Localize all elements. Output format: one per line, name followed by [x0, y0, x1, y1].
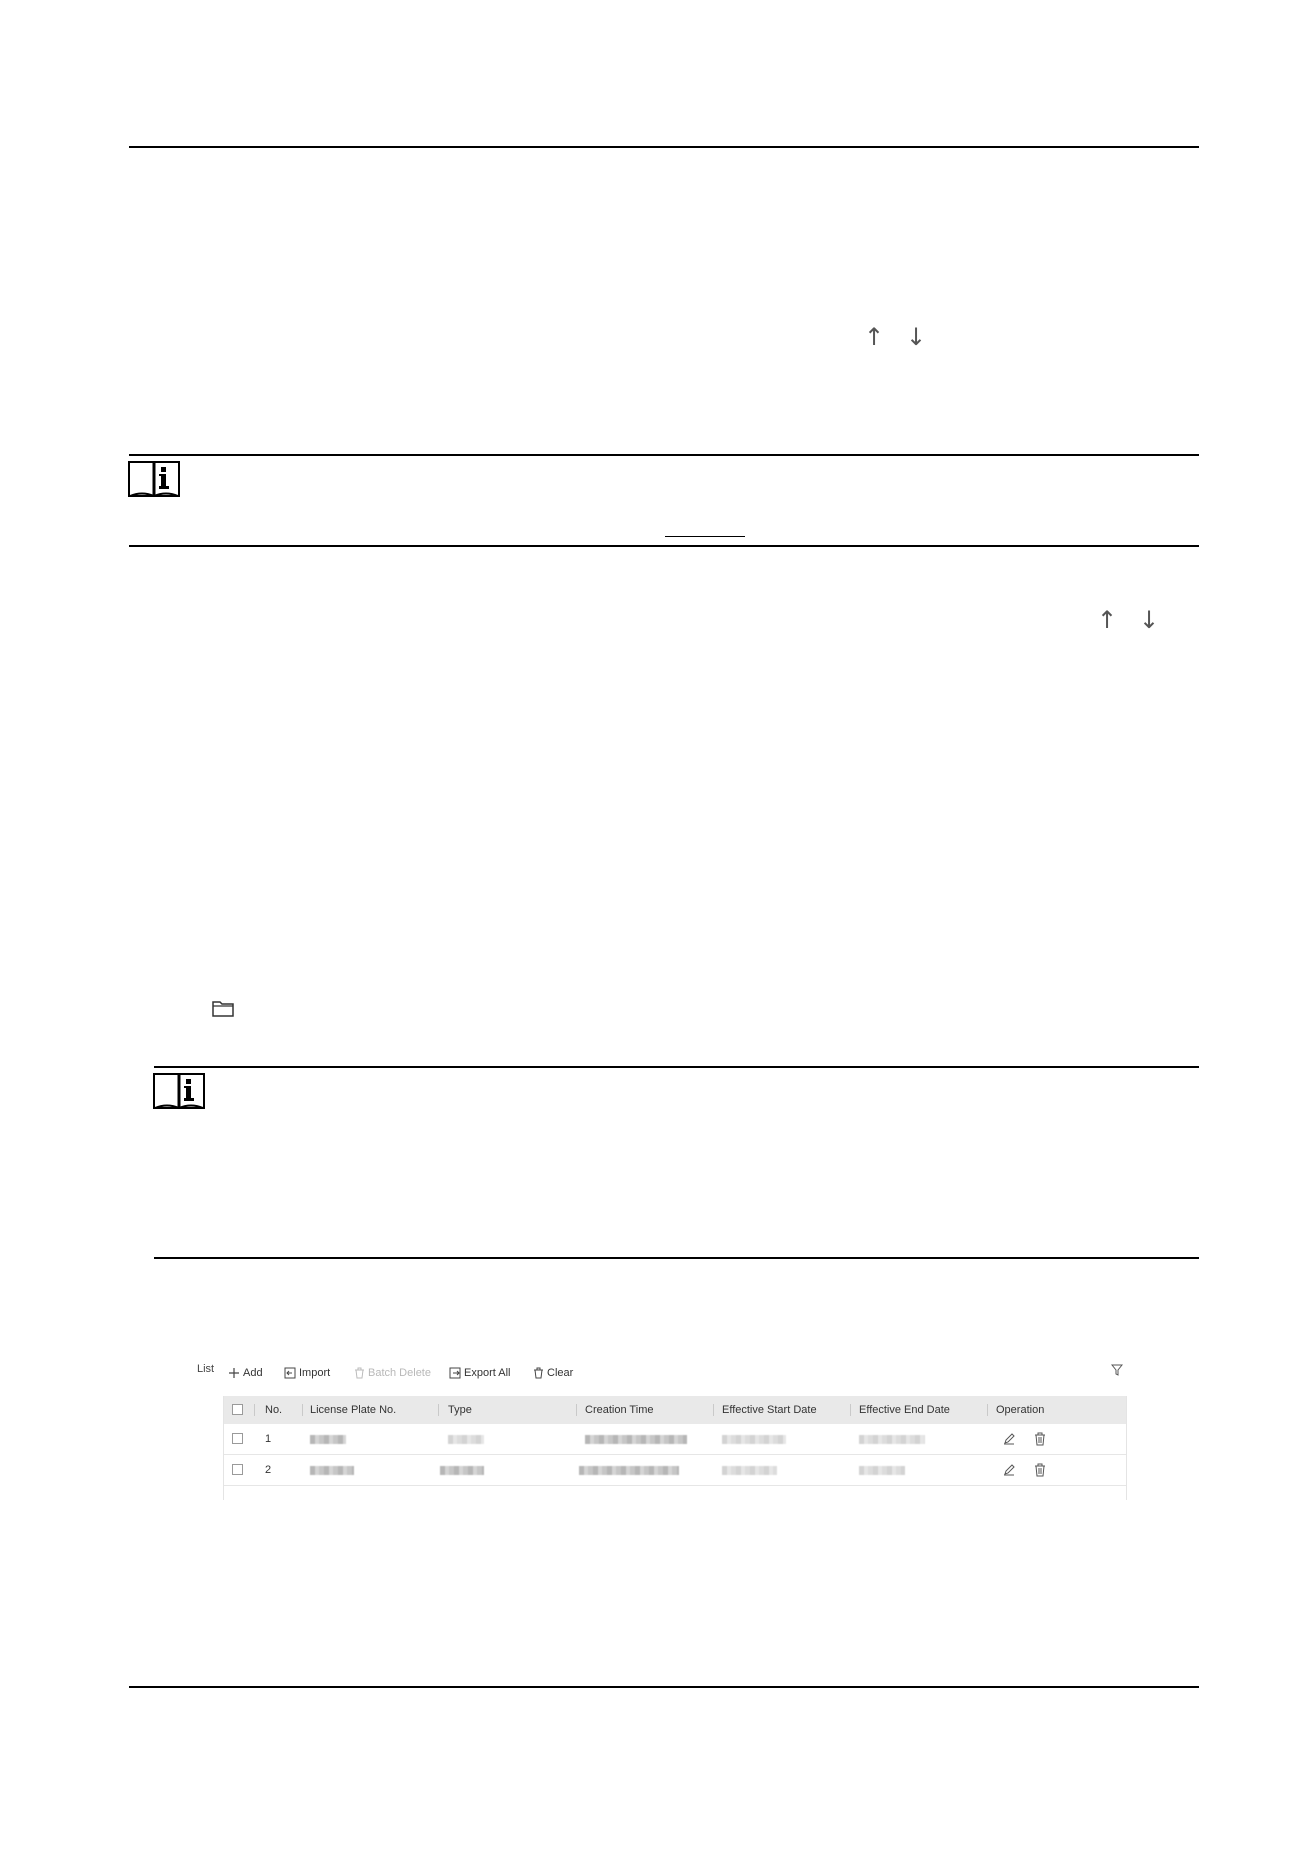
- header-end-date: Effective End Date: [859, 1404, 950, 1416]
- column-separator: [302, 1404, 303, 1416]
- batch-delete-button[interactable]: [354, 1363, 431, 1383]
- arrow-up-icon: ↑: [864, 323, 885, 351]
- column-separator: [576, 1404, 577, 1416]
- license-plate-table: [223, 1396, 1127, 1500]
- arrow-up-icon: ↑: [1097, 606, 1118, 634]
- batch-delete-label: Batch Delete: [368, 1367, 431, 1379]
- redacted-end-date: [859, 1435, 925, 1444]
- header-creation-time: Creation Time: [585, 1404, 654, 1416]
- clear-label: Clear: [547, 1367, 574, 1379]
- redacted-type: [448, 1435, 484, 1444]
- note-icon: [128, 460, 180, 498]
- column-separator: [254, 1404, 255, 1416]
- header-operation: Operation: [996, 1404, 1045, 1416]
- row-checkbox[interactable]: [232, 1433, 243, 1444]
- edit-icon[interactable]: [1002, 1432, 1016, 1446]
- row-checkbox[interactable]: [232, 1464, 243, 1475]
- column-separator: [713, 1404, 714, 1416]
- redacted-type: [440, 1466, 484, 1475]
- delete-icon[interactable]: [1034, 1463, 1046, 1477]
- row-number: 2: [265, 1464, 272, 1476]
- redacted-end-date: [859, 1466, 905, 1475]
- add-button[interactable]: [228, 1363, 263, 1383]
- table-row[interactable]: [224, 1455, 1126, 1486]
- export-all-label: Export All: [464, 1367, 511, 1379]
- import-button[interactable]: [284, 1363, 330, 1383]
- note-top-rule: [129, 454, 1199, 456]
- redacted-start-date: [722, 1466, 777, 1475]
- redacted-creation-time: [579, 1466, 679, 1475]
- trash-icon: [533, 1367, 544, 1379]
- header-type: Type: [448, 1404, 472, 1416]
- link-underline[interactable]: [665, 536, 745, 537]
- redacted-creation-time: [585, 1435, 687, 1444]
- column-separator: [987, 1404, 988, 1416]
- row-number: 1: [265, 1433, 272, 1445]
- table-empty-space: [224, 1486, 1126, 1500]
- clear-button[interactable]: [533, 1363, 573, 1383]
- note-top-rule: [154, 1066, 1199, 1068]
- header-license-plate: License Plate No.: [310, 1404, 397, 1416]
- column-separator: [850, 1404, 851, 1416]
- arrow-down-icon: ↓: [1139, 606, 1160, 634]
- note-icon: [153, 1072, 205, 1110]
- plus-icon: [228, 1367, 240, 1379]
- table-row[interactable]: [224, 1424, 1126, 1455]
- trash-icon: [354, 1367, 365, 1379]
- header-rule: [129, 146, 1199, 148]
- license-plate-list-screenshot: [194, 1355, 1129, 1500]
- header-start-date: Effective Start Date: [722, 1404, 817, 1416]
- footer-rule: [129, 1686, 1199, 1688]
- arrow-down-icon: ↓: [906, 323, 927, 351]
- export-all-button[interactable]: [449, 1363, 510, 1383]
- select-all-checkbox[interactable]: [232, 1404, 243, 1415]
- note-bottom-rule: [154, 1257, 1199, 1259]
- header-no: No.: [265, 1404, 283, 1416]
- edit-icon[interactable]: [1002, 1463, 1016, 1477]
- list-label: List: [197, 1363, 215, 1375]
- export-icon: [449, 1367, 461, 1379]
- delete-icon[interactable]: [1034, 1432, 1046, 1446]
- folder-icon: [212, 1000, 234, 1017]
- note-bottom-rule: [129, 545, 1199, 547]
- column-separator: [438, 1404, 439, 1416]
- import-icon: [284, 1367, 296, 1379]
- add-label: Add: [243, 1367, 263, 1379]
- redacted-start-date: [722, 1435, 786, 1444]
- redacted-license-plate: [310, 1435, 346, 1444]
- table-header: [224, 1396, 1126, 1424]
- import-label: Import: [299, 1367, 331, 1379]
- redacted-license-plate: [310, 1466, 354, 1475]
- filter-icon[interactable]: [1111, 1364, 1123, 1376]
